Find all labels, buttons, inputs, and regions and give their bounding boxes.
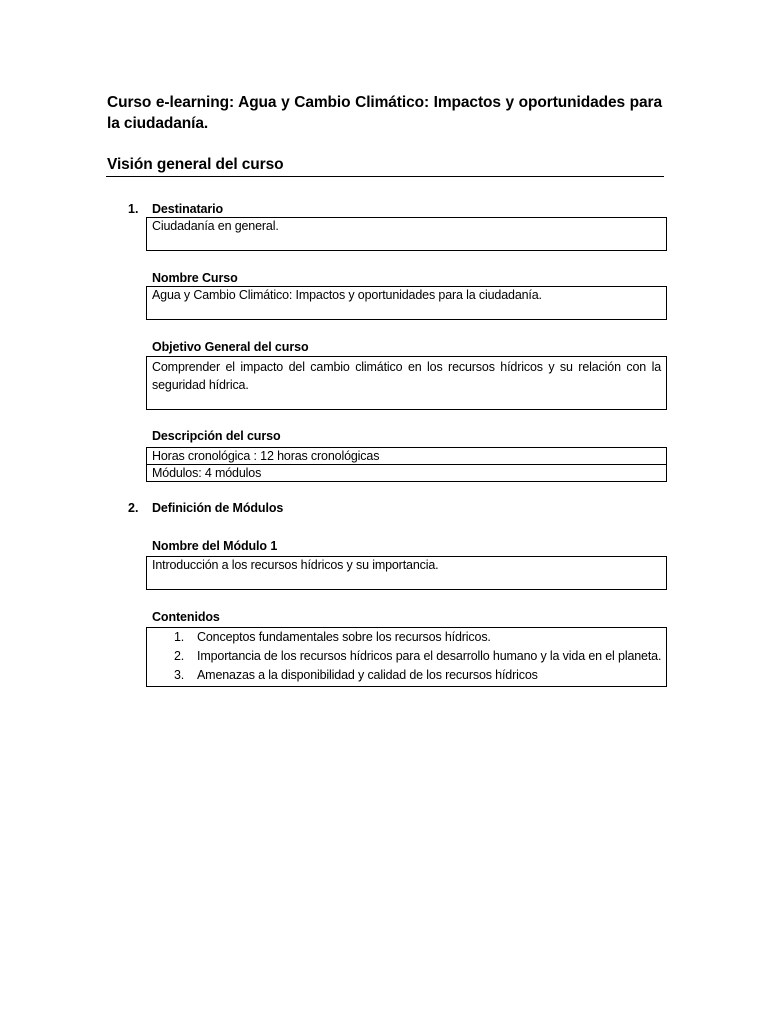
definicion-label: Definición de Módulos	[152, 501, 284, 515]
modulo1-value: Introducción a los recursos hídricos y su importancia.	[152, 558, 439, 572]
list-item-text: Conceptos fundamentales sobre los recursos hídricos.	[197, 630, 491, 644]
modulo1-box	[146, 556, 667, 590]
destinatario-box	[146, 217, 667, 251]
list-item-number: 1.	[174, 630, 185, 644]
descripcion-label: Descripción del curso	[152, 429, 281, 443]
nombre-curso-box	[146, 286, 667, 320]
section-title: Visión general del curso	[107, 156, 284, 173]
destinatario-value: Ciudadanía en general.	[152, 219, 279, 233]
nombre-curso-value: Agua y Cambio Climático: Impactos y oportunidades para la ciudadanía.	[152, 288, 542, 302]
list-item-text: Importancia de los recursos hídricos para el desarrollo humano y la vida en el planeta.	[197, 649, 662, 663]
list-item	[147, 647, 666, 666]
item-number-1: 1.	[128, 202, 139, 216]
contenidos-box	[146, 627, 667, 687]
list-item	[147, 666, 666, 685]
objetivo-box	[146, 356, 667, 410]
descripcion-row: Módulos: 4 módulos	[147, 464, 666, 481]
destinatario-label: Destinatario	[152, 202, 224, 216]
modulo1-label: Nombre del Módulo 1	[152, 539, 278, 553]
document-title: Curso e-learning: Agua y Cambio Climático: Impactos y oportunidades para la ciudadanía.	[107, 94, 662, 132]
list-item-number: 3.	[174, 668, 185, 682]
contenidos-list	[147, 628, 666, 685]
item-number-2: 2.	[128, 501, 139, 515]
objetivo-value: Comprender el impacto del cambio climático en los recursos hídricos y su relación con la seguridad hídrica.	[152, 360, 661, 392]
descripcion-row: Horas cronológica : 12 horas cronológicas	[152, 449, 380, 463]
list-item	[147, 628, 666, 647]
section-divider	[106, 176, 664, 177]
list-item-number: 2.	[174, 649, 185, 663]
nombre-curso-label: Nombre Curso	[152, 271, 238, 285]
objetivo-label: Objetivo General del curso	[152, 340, 309, 354]
contenidos-label: Contenidos	[152, 610, 220, 624]
descripcion-table	[146, 447, 667, 482]
list-item-text: Amenazas a la disponibilidad y calidad de los recursos hídricos	[197, 668, 538, 682]
